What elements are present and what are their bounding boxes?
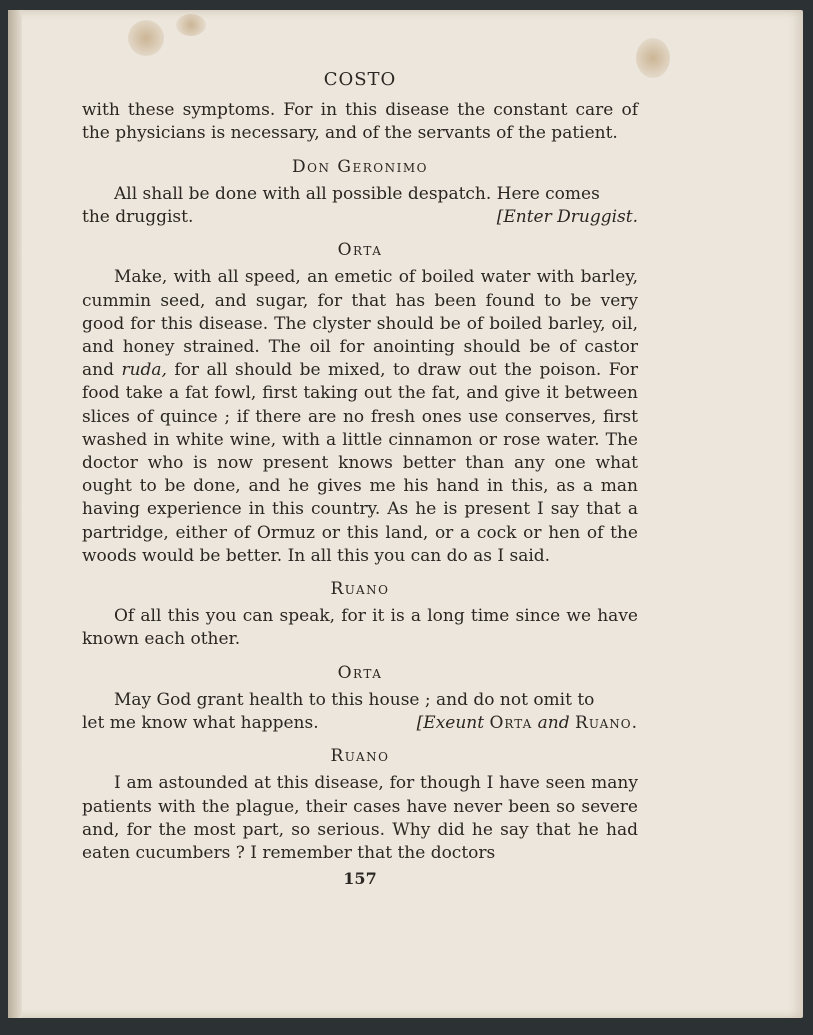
paragraph-text: for all should be mixed, to draw out the poison. For food take a fat fowl, first taking out the fat, and give it between slices of quince ; if there are no fresh ones use conserves, first washed in white wine, with a little cinnamon or rose water. The doctor who is now present knows better than any one what ought to be done, and he gives me his hand in this, as a man having experience in this country. As he is present I say that a partridge, either of Ormuz or this land, or a cock or hen of the woods would be better. In all this you can do as I said. [82,360,638,566]
paragraph: Of all this you can speak, for it is a long time since we have known each other. [82,606,638,650]
paragraph-line: May God grant health to this house ; and do not omit to [114,689,595,710]
paragraph-line: All shall be done with all possible despatch. Here comes [114,183,600,204]
speaker-heading: Ruano [330,579,390,600]
paragraph [82,689,638,712]
speaker-heading: Orta [337,240,383,261]
paragraph-line: let me know what happens. [82,713,319,734]
speaker-heading: Ruano [330,746,390,767]
stage-name: Ruano. [575,713,638,734]
paragraph-last-line [82,712,638,735]
stage-text: and [537,713,570,734]
running-head: COSTO [323,69,397,90]
paragraph-last-line [82,206,638,229]
page-number: 157 [343,869,377,889]
foxing-stain [176,14,206,36]
page-gutter-shadow [8,10,22,1018]
speaker-heading: Don Geronimo [292,156,428,177]
foxing-stain [128,20,164,56]
paragraph: with these symptoms. For in this disease the constant care of the physicians is necessary, and of the servants of the patient. [82,100,638,144]
paragraph: I am astounded at this disease, for though I have seen many patients with the plague, their cases have never been so severe and, for the most part, so serious. Why did he say that he had eaten cucumbers ? I remember that the doctors [82,773,638,864]
stage-bracket: [ [416,713,424,734]
italic-word: ruda, [121,360,167,381]
page-text-block [82,68,638,891]
stage-text: Exeunt [423,713,485,734]
paragraph-line: the druggist. [82,207,194,228]
book-page [8,10,803,1018]
stage-text: Enter Druggist. [503,207,638,228]
stage-bracket: [ [496,207,504,228]
stage-name: Orta [489,713,533,734]
paragraph [82,266,638,568]
stage-direction [417,712,638,735]
foxing-stain [636,38,670,78]
paragraph [82,183,638,206]
paragraph-text: Make, with all speed, an emetic of boiled water with barley, cummin seed, and sugar, for that has been found to be very good for this disease. The clyster should be of boiled barley, oil, and honey strained. The oil for anointing should be of castor and [82,267,638,381]
speaker-heading: Orta [337,662,383,683]
stage-direction [497,206,638,229]
